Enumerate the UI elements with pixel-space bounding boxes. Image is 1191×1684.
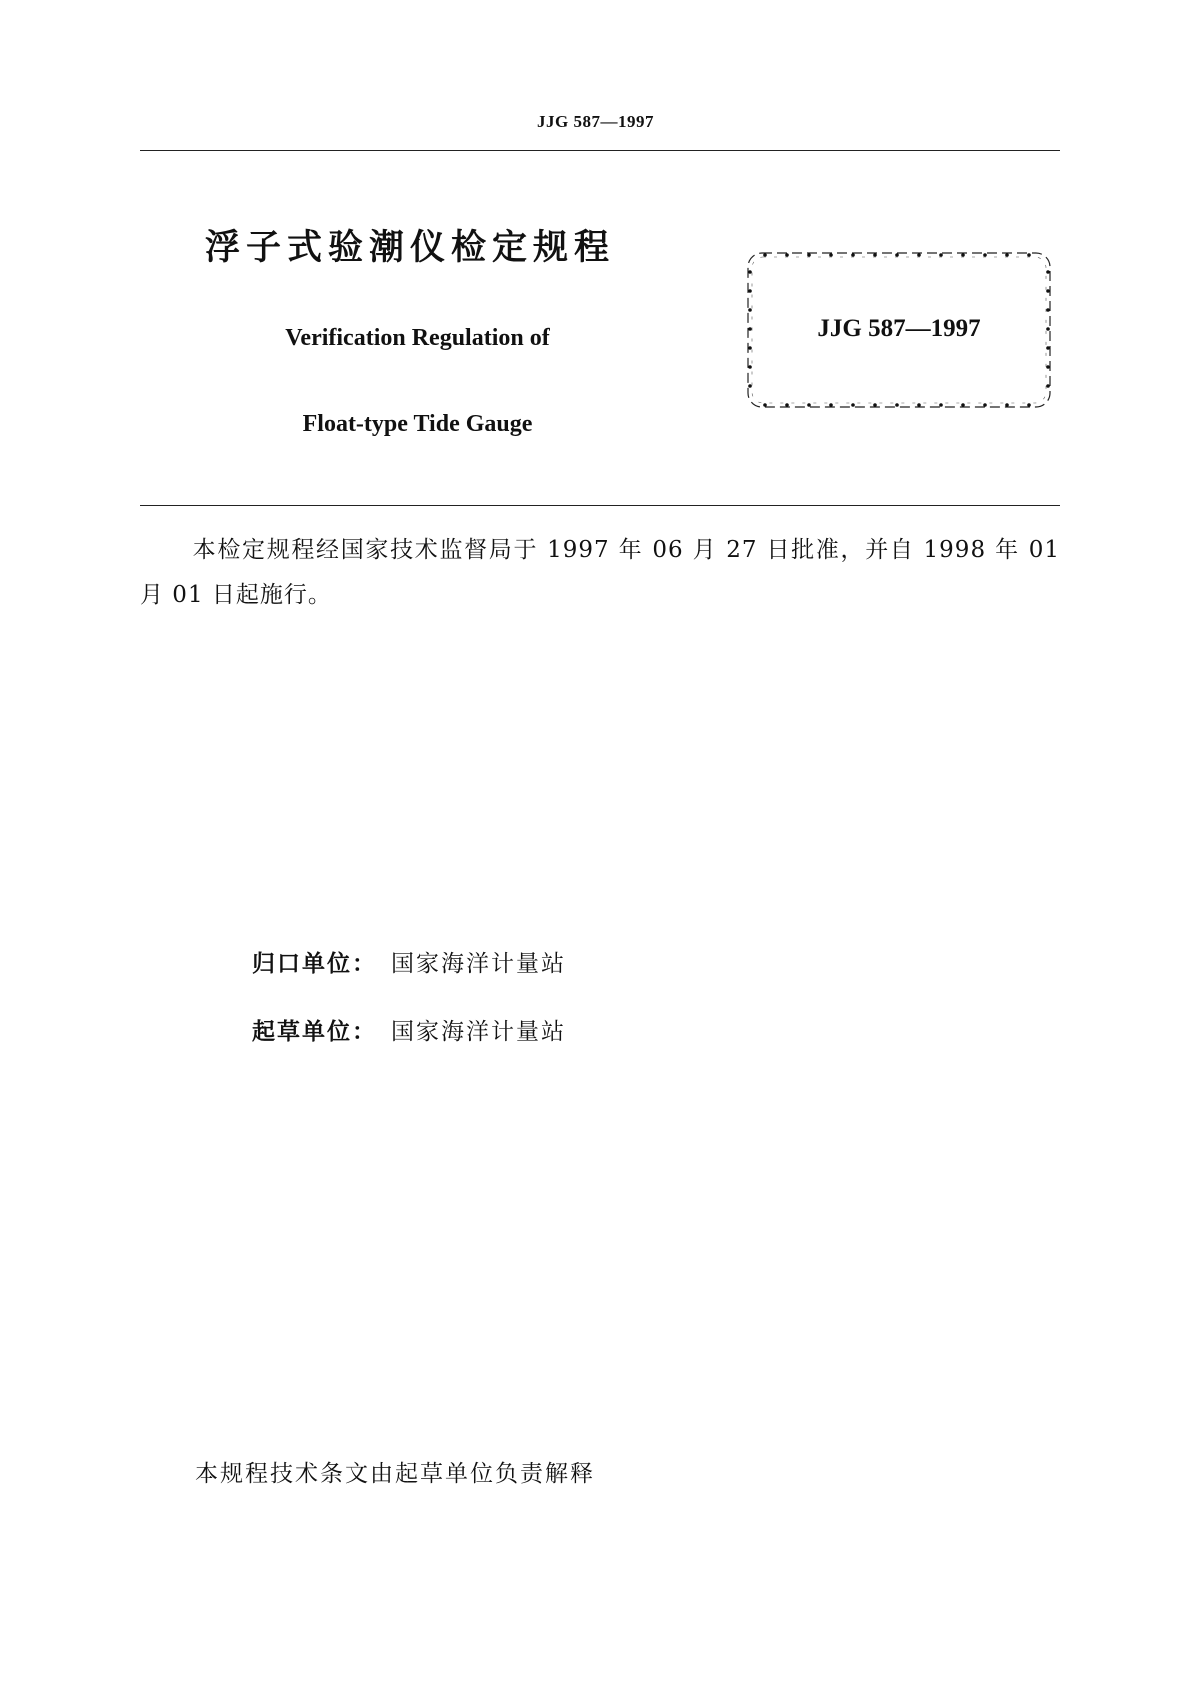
border-dot [748,365,752,369]
border-dot [939,253,943,257]
border-dot [1046,308,1050,312]
border-dot [807,253,811,257]
border-dot [1046,365,1050,369]
border-dot [895,253,899,257]
border-dot [961,253,965,257]
responsible-unit-value: 国家海洋计量站 [391,951,566,977]
border-dot [895,403,899,407]
drafting-unit-row [252,1013,566,1046]
border-dot [748,270,752,274]
header-standard-code: JJG 587—1997 [537,112,654,131]
border-dot [748,384,752,388]
drafting-unit-value: 国家海洋计量站 [391,1019,566,1045]
border-dot [939,403,943,407]
border-dot [983,403,987,407]
approval-text: 本检定规程经国家技术监督局于 1997 年 06 月 27 日批准，并自 1998 年 01 月 01 日起施行。 [140,537,1060,608]
standard-code-frame [745,250,1053,410]
border-dot [1046,270,1050,274]
border-dot [1005,253,1009,257]
border-dot [917,403,921,407]
border-dot [917,253,921,257]
header-divider [140,150,1060,151]
border-dot [1046,346,1050,350]
drafting-unit-label: 起草单位： [252,1019,377,1045]
interpretation-note: 本规程技术条文由起草单位负责解释 [195,1461,595,1487]
title-chinese: 浮子式验潮仪检定规程 [205,228,616,268]
border-dot [873,403,877,407]
border-dot [829,403,833,407]
border-dot [748,308,752,312]
border-dot [1027,403,1031,407]
border-dot [983,253,987,257]
border-dot [873,253,877,257]
border-dot [763,403,767,407]
border-dot [1027,253,1031,257]
border-dot [961,403,965,407]
border-dot [763,253,767,257]
responsible-unit-row [252,945,566,978]
responsible-unit-label: 归口单位： [252,951,377,977]
border-dot [748,289,752,293]
approval-statement [140,528,1060,618]
border-dot [1046,384,1050,388]
section-divider [140,505,1060,506]
border-dot [785,403,789,407]
border-dot [807,403,811,407]
title-english-line-2: Float-type Tide Gauge [302,411,533,437]
border-dot [748,346,752,350]
standard-code: JJG 587—1997 [817,315,981,342]
border-dot [851,403,855,407]
title-english-line-1: Verification Regulation of [285,325,550,351]
border-dot [851,253,855,257]
border-dot [785,253,789,257]
border-dot [1046,289,1050,293]
border-dot [1005,403,1009,407]
border-dot [829,253,833,257]
